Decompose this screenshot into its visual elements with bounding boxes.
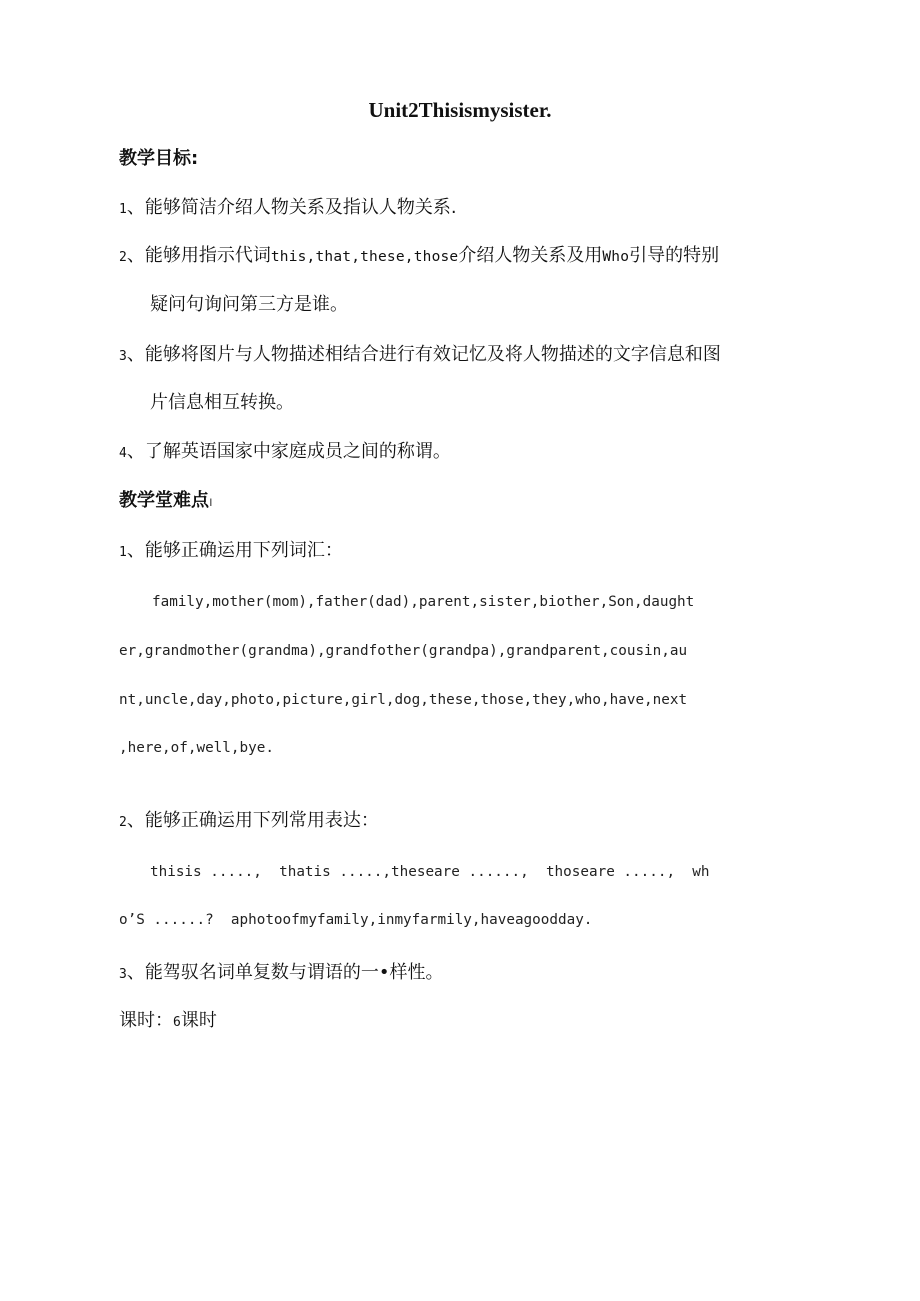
vocab-line-4: ,here,of,well,bye.: [119, 740, 274, 756]
demonstratives-code: this,that,these,those: [270, 249, 459, 265]
lesson-hours-label: 课时：: [119, 1010, 173, 1031]
difficulty-text: 能驾驭名词单复数与谓语的一•样性。: [144, 962, 444, 983]
difficulty-2: [119, 812, 379, 830]
list-separator: 、: [126, 245, 145, 266]
expressions-line-1: thisis ....., thatis .....,theseare ......, thoseare ....., wh: [150, 864, 710, 880]
difficulty-number: 1: [119, 545, 127, 560]
difficulties-heading-text: 教学堂难点: [119, 490, 209, 511]
lesson-hours: [119, 1012, 217, 1030]
objective-text: 能够简洁介绍人物关系及指认人物关系.: [144, 197, 457, 218]
objective-number: 2: [119, 250, 127, 265]
heading-mark: ı: [209, 495, 213, 510]
expressions-line-2: o’S ......? aphotoofmyfamily,inmyfarmily,haveagoodday.: [119, 912, 593, 928]
objective-3: [119, 346, 721, 364]
difficulty-3: [119, 964, 443, 982]
vocab-line-1: family,mother(mom),father(dad),parent,sister,biother,Son,daught: [152, 594, 695, 610]
objectives-heading: 教学目标:: [119, 148, 199, 169]
list-separator: 、: [126, 962, 145, 983]
difficulty-number: 2: [119, 815, 127, 830]
vocab-line-2: er,grandmother(grandma),grandfother(grandpa),grandparent,cousin,au: [119, 643, 688, 659]
objective-1: [119, 199, 457, 217]
list-separator: 、: [126, 540, 145, 561]
objective-3-continued: 片信息相互转换。: [150, 392, 294, 413]
difficulty-1: [119, 542, 343, 560]
list-separator: 、: [126, 197, 145, 218]
lesson-hours-unit: 课时: [180, 1010, 217, 1031]
difficulties-heading: [119, 492, 213, 510]
list-separator: 、: [126, 344, 145, 365]
objective-text: 了解英语国家中家庭成员之间的称谓。: [144, 441, 451, 462]
objective-2: [119, 247, 719, 265]
objective-text: 能够用指示代词: [144, 245, 271, 266]
objective-number: 3: [119, 349, 127, 364]
vocab-line-3: nt,uncle,day,photo,picture,girl,dog,these,those,they,who,have,next: [119, 692, 688, 708]
objective-2-continued: 疑问句询问第三方是谁。: [150, 294, 348, 315]
who-code: Who: [602, 249, 630, 265]
objective-number: 1: [119, 202, 127, 217]
objective-4: [119, 443, 451, 461]
document-title: Unit2Thisismysister.: [368, 98, 552, 122]
difficulty-text: 能够正确运用下列词汇：: [144, 540, 343, 561]
objective-text: 引导的特别: [629, 245, 720, 266]
difficulty-number: 3: [119, 967, 127, 982]
objective-number: 4: [119, 446, 127, 461]
objective-text: 能够将图片与人物描述相结合进行有效记忆及将人物描述的文字信息和图: [144, 344, 721, 365]
list-separator: 、: [126, 441, 145, 462]
difficulty-text: 能够正确运用下列常用表达：: [144, 810, 379, 831]
objective-text: 介绍人物关系及用: [458, 245, 603, 266]
lesson-hours-number: 6: [173, 1015, 181, 1030]
list-separator: 、: [126, 810, 145, 831]
